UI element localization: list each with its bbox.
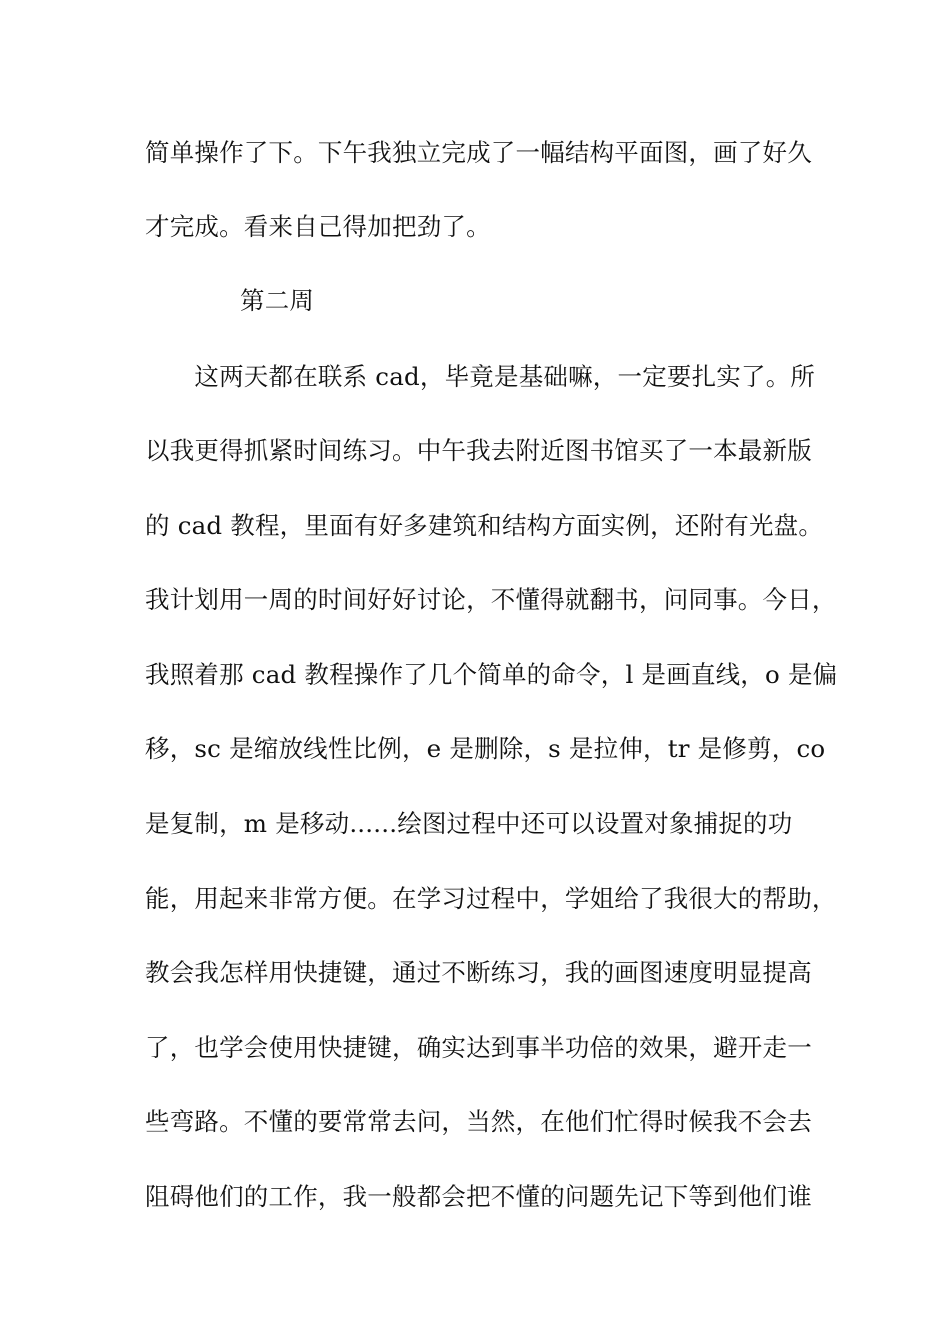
paragraph-line: 以我更得抓紧时间练习。中午我去附近图书馆买了一本最新版 bbox=[145, 436, 812, 465]
paragraph-line: 些弯路。不懂的要常常去问，当然，在他们忙得时候我不会去 bbox=[145, 1107, 812, 1136]
paragraph-line: 阻碍他们的工作，我一般都会把不懂的问题先记下等到他们谁 bbox=[145, 1182, 812, 1211]
paragraph-line: 这两天都在联系 cad，毕竟是基础嘛，一定要扎实了。所 bbox=[145, 362, 816, 391]
paragraph-line: 简单操作了下。下午我独立完成了一幅结构平面图，画了好久 bbox=[145, 138, 812, 167]
paragraph-line: 能，用起来非常方便。在学习过程中，学姐给了我很大的帮助， bbox=[145, 884, 837, 913]
paragraph-line: 了，也学会使用快捷键，确实达到事半功倍的效果，避开走一 bbox=[145, 1033, 812, 1062]
paragraph-line: 移，sc 是缩放线性比例，e 是删除，s 是拉伸，tr 是修剪，co bbox=[145, 734, 826, 763]
section-heading: 第二周 bbox=[240, 286, 315, 315]
paragraph-line: 是复制，m 是移动......绘图过程中还可以设置对象捕捉的功 bbox=[145, 809, 793, 838]
paragraph-line: 的 cad 教程，里面有好多建筑和结构方面实例，还附有光盘。 bbox=[145, 511, 824, 540]
paragraph-line: 教会我怎样用快捷键，通过不断练习，我的画图速度明显提高 bbox=[145, 958, 812, 987]
paragraph-line: 我计划用一周的时间好好讨论，不懂得就翻书，问同事。今日， bbox=[145, 585, 837, 614]
paragraph-line: 我照着那 cad 教程操作了几个简单的命令，l 是画直线，o 是偏 bbox=[145, 660, 838, 689]
paragraph-line: 才完成。看来自己得加把劲了。 bbox=[145, 212, 491, 241]
